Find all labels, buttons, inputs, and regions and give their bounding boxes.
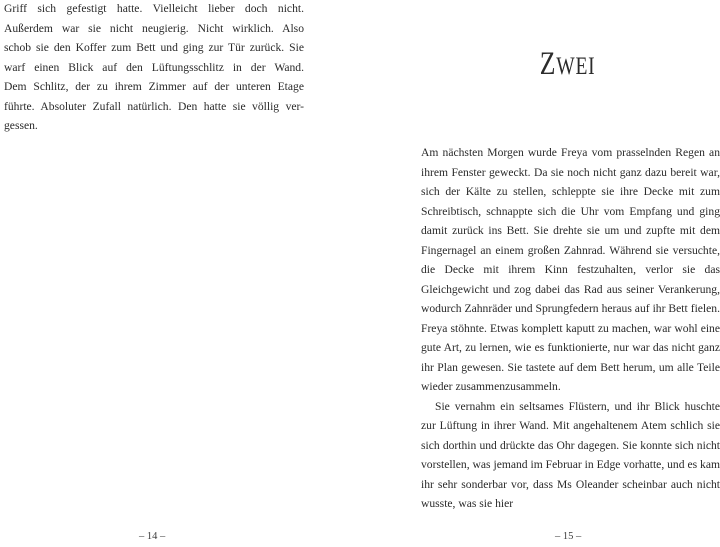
- text-line: schob sie den Koffer zum Bett und ging zur Tür zurück. Sie: [4, 41, 304, 54]
- page-number-left: – 14 –: [139, 531, 166, 542]
- chapter-title-rest: WEI: [556, 53, 596, 80]
- paragraph: Sie vernahm ein seltsames Flüstern, und ihr Blick huschte zur Lüftung in ihrer Wand. Mit angehaltenem Atem schlich sie sich dorthin und drückte das Ohr dagegen. Sie konnte sich nicht vorstellen, was jemand im Februar in Edge vorhatte, und es kam ihr sehr sonderbar vor, dass Ms Oleander scheinbar auch nicht wusste, was sie hier: [421, 399, 720, 510]
- right-page-text: [421, 143, 720, 514]
- text-line: führte. Absoluter Zufall natürlich. Den hatte sie völlig ver-: [4, 99, 304, 113]
- right-page: [360, 0, 720, 547]
- page-number-right: – 15 –: [555, 531, 582, 542]
- chapter-title: [406, 46, 720, 83]
- text-line: warf einen Blick auf den Lüftungsschlitz in der Wand.: [4, 60, 304, 74]
- chapter-title-initial: Z: [539, 46, 557, 82]
- text-line: gessen.: [4, 119, 38, 132]
- text-line: Dem Schlitz, der zu ihrem Zimmer auf der unteren Etage: [4, 80, 304, 93]
- paragraph: Am nächsten Morgen wurde Freya vom prasselnden Regen an ihrem Fenster geweckt. Da sie noch nicht ganz dazu bereit war, sich der Kälte zu stellen, schleppte sie ihre Decke mit zum Schreibtisch, schnappte sich die Uhr vom Empfang und ging damit zurück ins Bett. Sie drehte sie um und zupfte mit dem Fingernagel an einem großen Zahnrad. Während sie versuchte, die Decke mit ihrem Kinn festzuhalten, verlor sie das Gleichgewicht und zog dabei das Rad aus seiner Verankerung, wodurch Zahnräder und Sprungfedern heraus auf ihr Bett fielen. Freya stöhnte. Etwas komplett kaputt zu machen, war wohl eine gute Art, zu lernen, wie es funktionierte, nur war das nicht ganz ihr Plan gewesen. Sie tastete auf dem Bett herum, um alle Teile wieder zusammenzusammeln.: [421, 146, 720, 393]
- text-line: Griff sich gefestigt hatte. Vielleicht lieber doch nicht.: [4, 2, 304, 15]
- text-line: Außerdem war sie nicht neugierig. Nicht wirklich. Also: [4, 21, 304, 35]
- left-page-text: [4, 0, 304, 136]
